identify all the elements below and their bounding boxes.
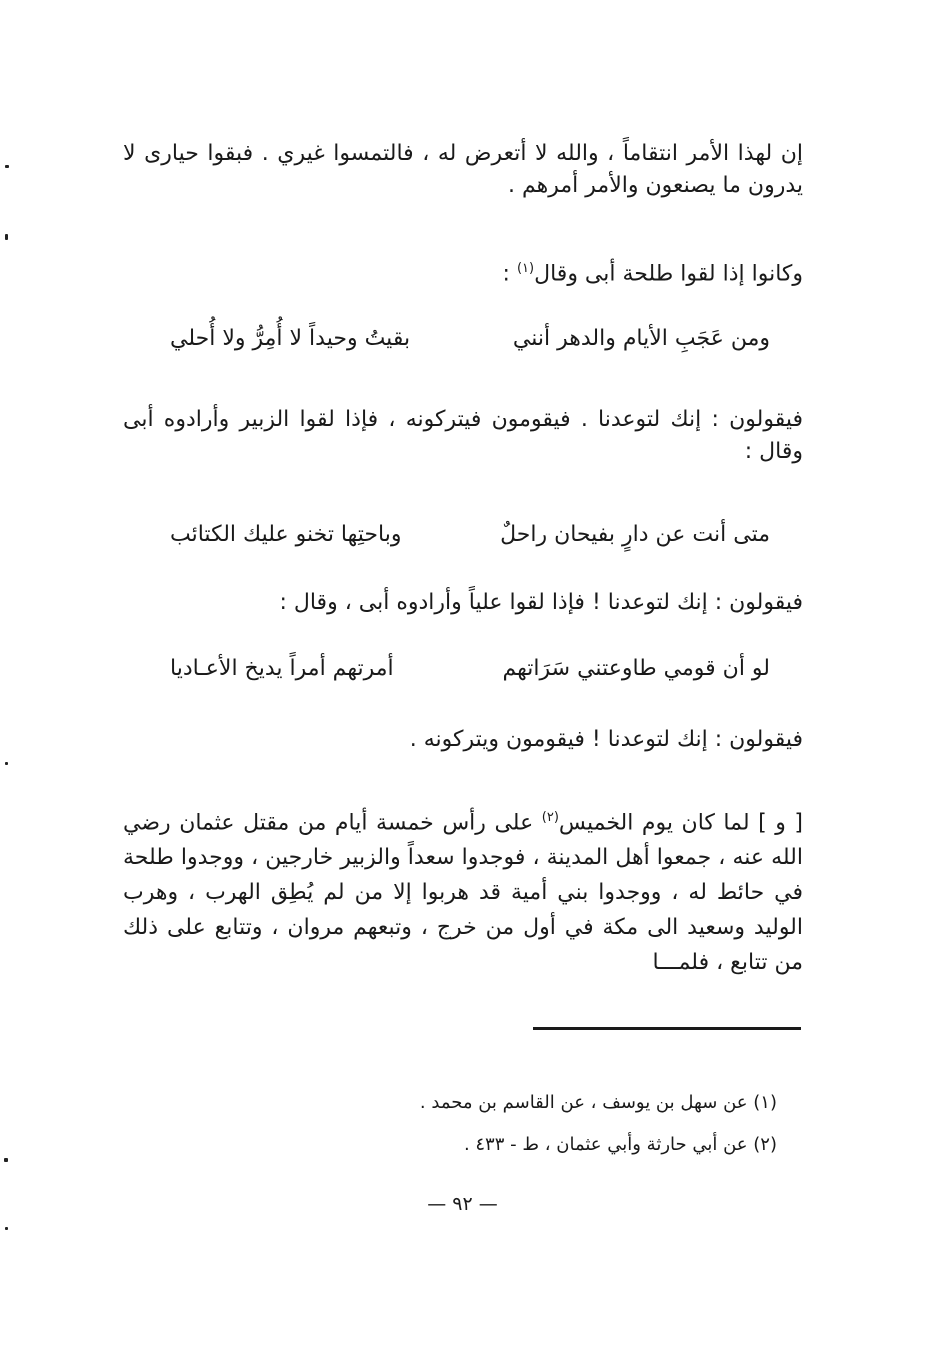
scan-speck (5, 1227, 8, 1230)
footnote-2: (٢) عن أبي حارثة وأبي عثمان ، ط - ٤٣٣ . (463, 1134, 777, 1155)
verse-1-first-hemistich: ومن عَجَبِ الأيام والدهر أنني (512, 326, 770, 351)
paragraph-thursday-rest: على رأس خمسة أيام من مقتل عثمان رضي الله عنه ، جمعوا أهل المدينة ، فوجدوا سعداً والزبير خارجين ، ووجدوا طلحة في حائط له ، ووجدوا بني أمية قد هربوا إلا من لم يُطِق الهرب ، وهرب الوليد وسعيد الى مكة في أول من خرج ، وتبعهم مروان ، وتتابع على ذلك من تتابع ، فلمـــا (123, 810, 803, 976)
verse-1 (170, 322, 770, 356)
footnote-separator (533, 1027, 801, 1030)
paragraph-thursday (123, 800, 803, 980)
verse-2-first-hemistich: متى أنت عن دارٍ بفيحان راحلٌ (500, 522, 770, 547)
scan-speck (5, 234, 8, 240)
verse-3 (170, 652, 770, 686)
verse-3-first-hemistich: لو أن قومي طاوعتني سَرَاتهم (502, 656, 770, 681)
verse-1-second-hemistich: بقيتُ وحيداً لا أُمِرُّ ولا أُحلي (170, 326, 411, 351)
scan-speck (4, 1158, 8, 1162)
footnote-ref-1: (١) (516, 261, 535, 276)
paragraph-talha-text: وكانوا إذا لقوا طلحة أبى وقال (534, 261, 803, 287)
scan-speck (5, 165, 9, 168)
paragraph-closing-exchange: فيقولون : إنك لتوعدنا ! فيقومون ويتركونه . (409, 727, 803, 752)
paragraph-ali: فيقولون : إنك لتوعدنا ! فإذا لقوا علياً وأرادوه أبى ، وقال : (279, 590, 803, 615)
footnote-1: (١) عن سهل بن يوسف ، عن القاسم بن محمد . (419, 1092, 777, 1113)
scan-speck (5, 762, 8, 765)
colon: : (502, 261, 510, 287)
verse-3-second-hemistich: أمرتهم أمراً يديخ الأعـاديا (170, 656, 394, 681)
paragraph-opening: إن لهذا الأمر انتقاماً ، والله لا أتعرض له ، فالتمسوا غيري . فبقوا حيارى لا يدرون ما يصنعون والأمر أمرهم . (123, 141, 803, 198)
page-number: — ٩٢ — (427, 1193, 498, 1215)
verse-2 (170, 518, 770, 552)
verse-2-second-hemistich: وباحتِها تخنو عليك الكتائب (170, 522, 402, 547)
paragraph-talha-intro (503, 253, 803, 290)
footnote-ref-2: (٢) (541, 810, 559, 825)
paragraph-zubair: فيقولون : إنك لتوعدنا . فيقومون فيتركونه ، فإذا لقوا الزبير وأرادوه أبى وقال : (123, 407, 803, 464)
paragraph-thursday-start: [ و ] لما كان يوم الخميس (558, 810, 803, 836)
